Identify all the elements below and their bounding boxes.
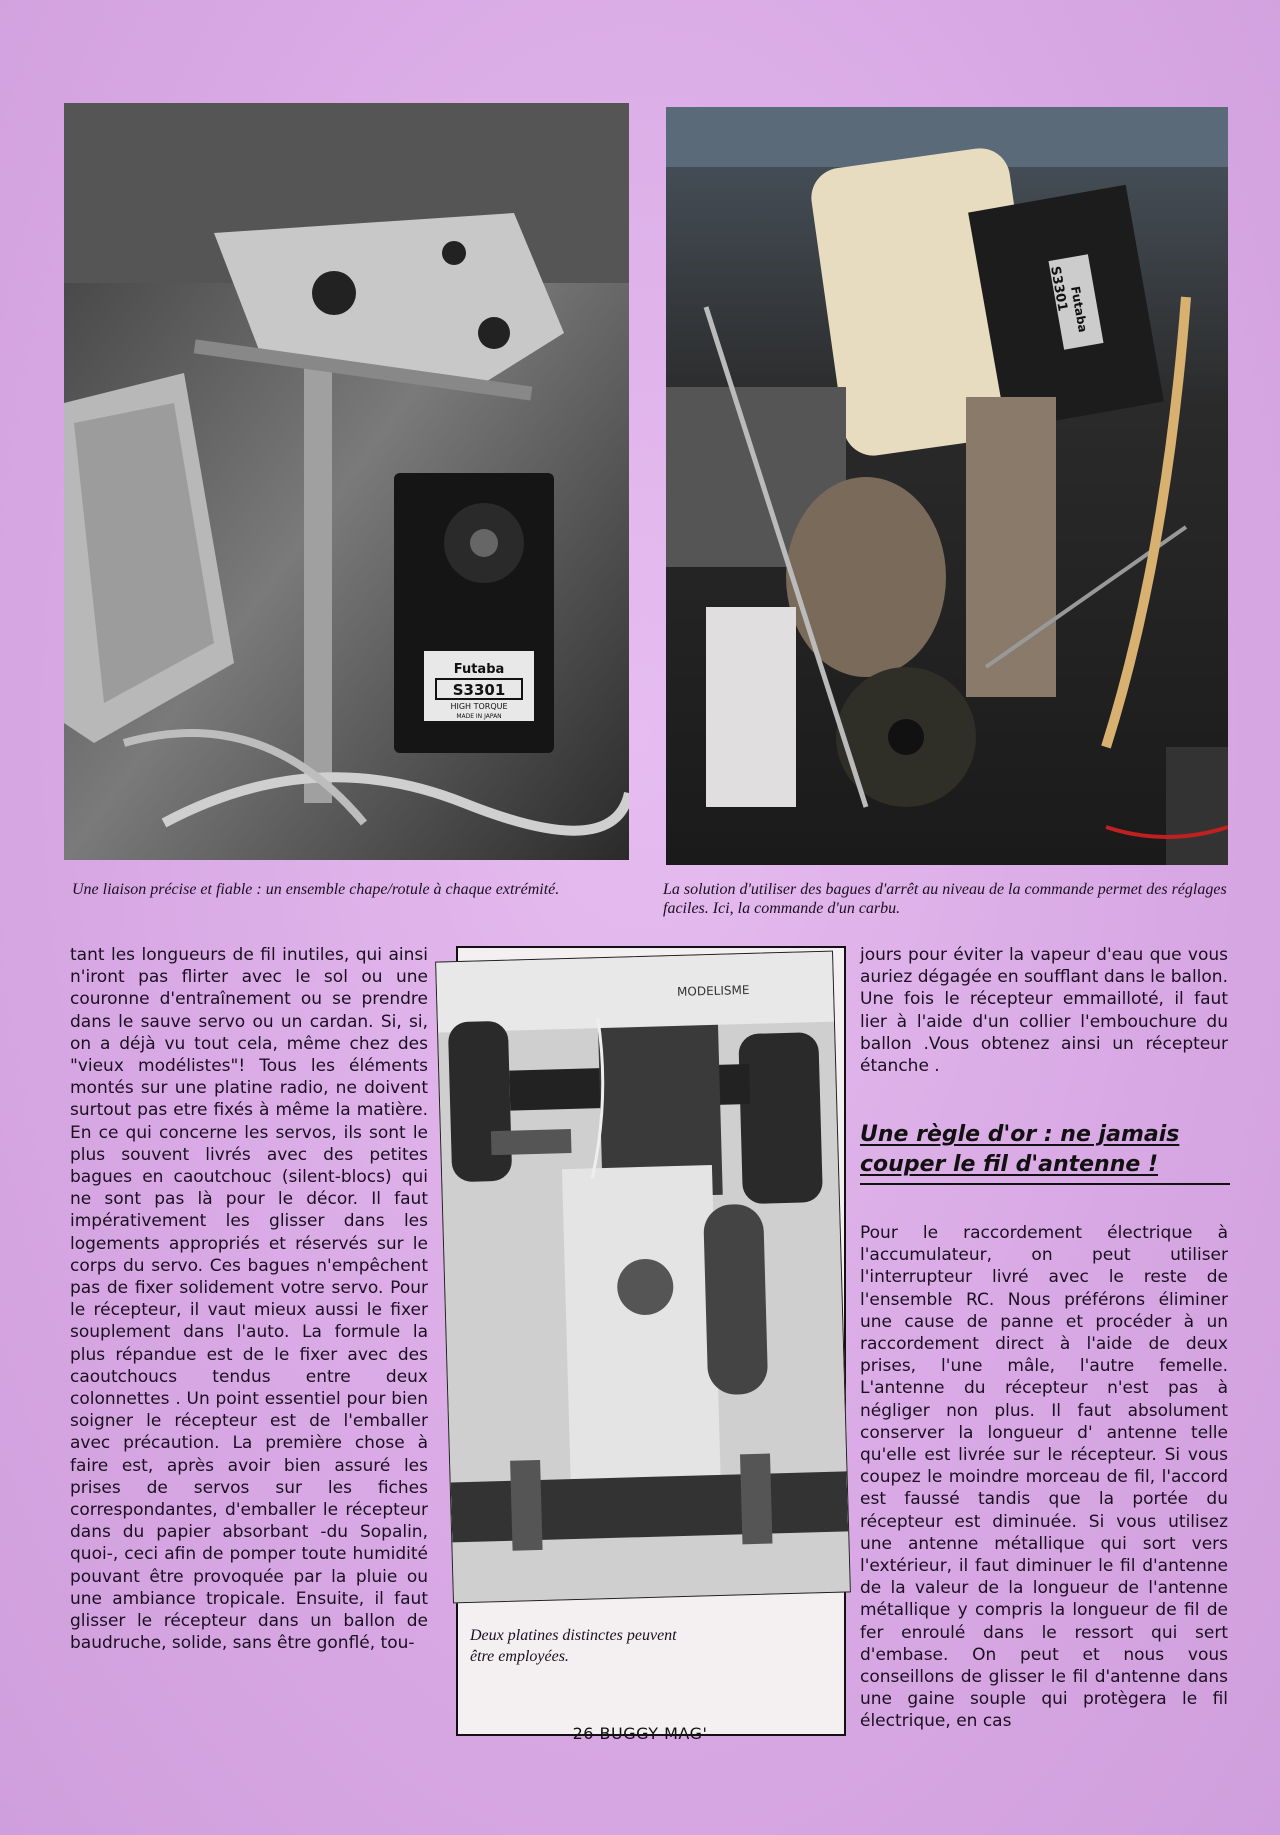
servo-linkage-icon [64, 103, 629, 860]
section-heading [860, 1120, 1230, 1180]
page-footer: 26 BUGGY MAG' [572, 1724, 708, 1743]
servo-origin-label: MADE IN JAPAN [456, 713, 502, 720]
article-column-left [70, 944, 428, 1655]
section-heading-line-2: couper le fil d'antenne ! [860, 1152, 1158, 1177]
caption-top-right: La solution d'utiliser des bagues d'arrêt au niveau de la commande permet des réglages faciles. Ici, la commande d'un carbu. [663, 881, 1227, 917]
carb-servo-model-label: S3301 [1047, 265, 1070, 313]
article-column-right-top [860, 944, 1228, 1077]
caption-top-left: Une liaison précise et fiable : un ensemble chape/rotule à chaque extrémité. [72, 881, 560, 898]
carburetor-linkage-photo [666, 107, 1228, 865]
servo-torque-label: HIGH TORQUE [450, 702, 508, 711]
heading-rule [860, 1183, 1230, 1185]
article-text-left: tant les longueurs de fil inutiles, qui ainsi n'iront pas flirter avec le sol ou une couronne d'entraînement ou se prendre dans le sauve servo ou un cardan. Si, si, on a déjà vu tout cela, même chez des "vieux modélistes"! Tous les éléments montés sur une platine radio, ne doivent surtout pas etre fixés à même la matière. En ce qui concerne les servos, ils sont le plus souvent livrés avec des petites bagues en caoutchouc (silent-blocs) qui ne sont pas là pour le décor. Il faut impérativement les glisser dans les logements appropriés et réservés sur le corps du servo. Ces bagues n'empêchent pas de fixer solidement votre servo. Pour le récepteur, il vaut mieux aussi le fixer souplement dans l'auto. La formule la plus répandue est de le fixer avec des caoutchoucs tendus entre deux colonnettes . Un point essentiel pour bien soigner le récepteur est de l'emballer avec précaution. La première chose à faire est, après avoir bien assuré les prises de servos sur les fiches correspondantes, d'emballer le récepteur dans du papier absorbant -du Sopalin, quoi-, ceci afin de pomper toute humidité pouvant être provoquée par la pluie ou une ambiance tropicale. Ensuite, il faut glisser le récepteur dans un ballon de baudruche, solide, sans être gonflé, tou- [70, 945, 428, 1654]
buggy-chassis-icon [436, 952, 850, 1603]
carb-servo-brand-label: Futaba [1068, 285, 1090, 334]
servo-model-label: S3301 [452, 681, 506, 699]
carburetor-linkage-icon [666, 107, 1228, 865]
buggy-chassis-photo [435, 951, 851, 1604]
section-heading-line-1: Une règle d'or : ne jamais [860, 1122, 1180, 1147]
article-column-right-bottom [860, 1222, 1228, 1733]
article-text-right-bottom: Pour le raccordement électrique à l'accumulateur, on peut utiliser l'interrupteur livré avec le reste de l'ensemble RC. Nous préférons éliminer une cause de panne et procéder à un raccordement direct à l'aide de deux prises, l'une mâle, l'autre femelle. L'antenne du récepteur n'est pas à négliger non plus. Il faut absolument conserver la longueur d' antenne telle qu'elle est livrée sur le récepteur. Si vous coupez le moindre morceau de fil, l'accord est faussé tandis que la portée du récepteur est diminuée. Si vous utilisez une antenne métallique qui sort vers l'extérieur, il faut diminuer le fil d'antenne de la valeur de la longueur de l'antenne métallique y compris la longueur de fil de fer enroulé dans le ressort qui sert d'embase. On peut et nous vous conseillons de glisser le fil d'antenne dans une gaine souple qui protègera le fil électrique, en cas [860, 1223, 1228, 1732]
article-text-right-top: jours pour éviter la vapeur d'eau que vous auriez dégagée en soufflant dans le ballon. Une fois le récepteur emmailloté, il faut lier à l'aide d'un collier l'embouchure du ballon .Vous obtenez ainsi un récepteur étanche . [860, 945, 1228, 1077]
wing-sticker-label: MODELISME [676, 982, 750, 999]
caption-middle: Deux platines distinctes peuvent être employées. [470, 1627, 677, 1665]
servo-brand-label: Futaba [453, 662, 505, 677]
servo-linkage-photo [64, 103, 629, 860]
